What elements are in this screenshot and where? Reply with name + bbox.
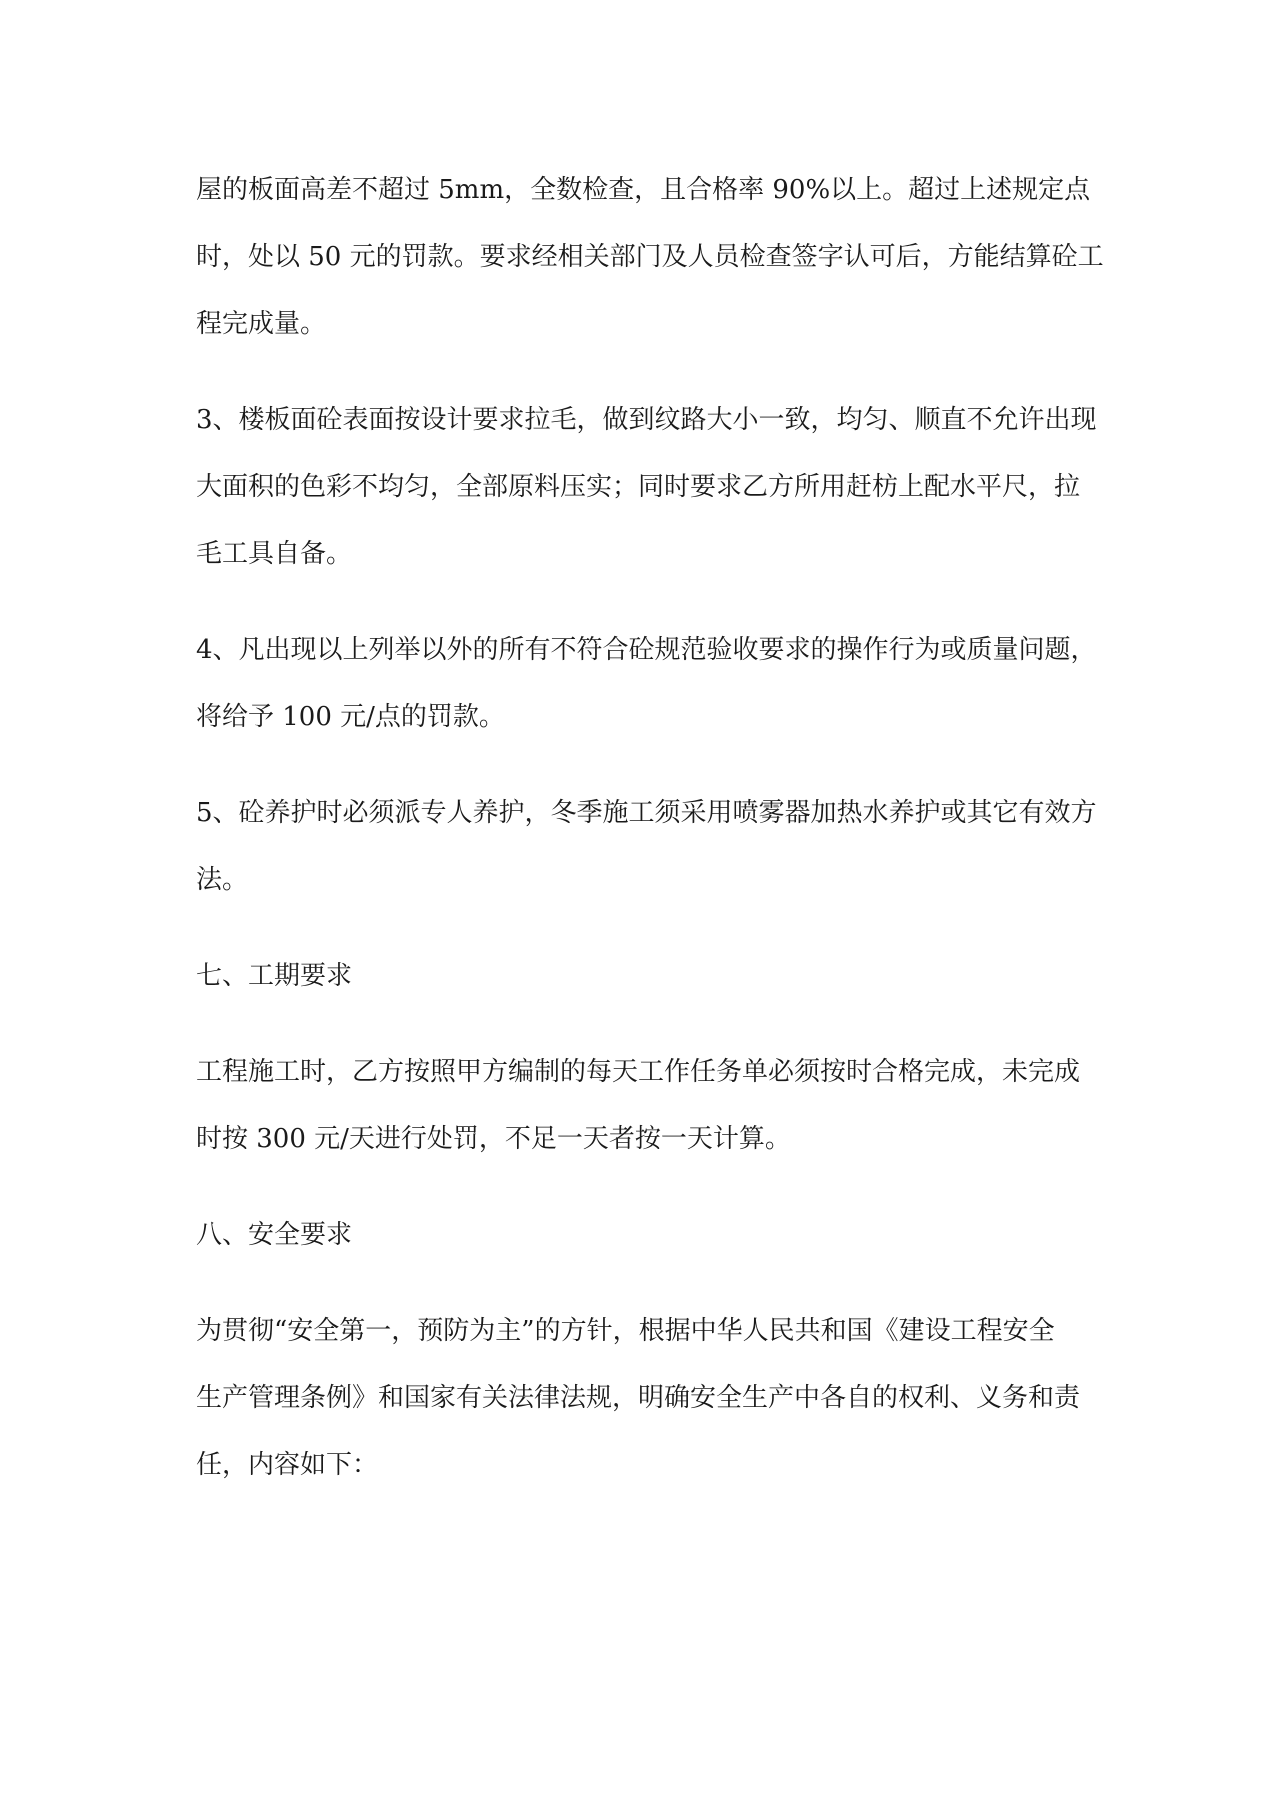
text-line: 毛工具自备。 <box>196 539 353 569</box>
section-heading: 七、工期要求 <box>196 961 353 991</box>
section-heading: 八、安全要求 <box>196 1220 353 1250</box>
text-line: 程完成量。 <box>196 309 327 339</box>
text-line: 为贯彻“安全第一，预防为主”的方针，根据中华人民共和国《建设工程安全 <box>196 1316 1055 1346</box>
text-line: 4、凡出现以上列举以外的所有不符合砼规范验收要求的操作行为或质量问题， <box>196 635 1097 665</box>
text-line: 大面积的色彩不均匀，全部原料压实；同时要求乙方所用赶枋上配水平尺，拉 <box>196 472 1081 502</box>
text-line: 生产管理条例》和国家有关法律法规，明确安全生产中各自的权利、义务和责 <box>196 1383 1081 1413</box>
text-line: 任，内容如下： <box>196 1450 379 1480</box>
text-line: 工程施工时，乙方按照甲方编制的每天工作任务单必须按时合格完成，未完成 <box>196 1057 1081 1087</box>
text-line: 时按 300 元/天进行处罚，不足一天者按一天计算。 <box>196 1124 791 1154</box>
text-line: 时，处以 50 元的罚款。要求经相关部门及人员检查签字认可后，方能结算砼工 <box>196 242 1104 272</box>
text-line: 法。 <box>196 865 249 895</box>
text-line: 3、楼板面砼表面按设计要求拉毛，做到纹路大小一致，均匀、顺直不允许出现 <box>196 405 1097 435</box>
text-line: 将给予 100 元/点的罚款。 <box>196 702 505 732</box>
text-line: 5、砼养护时必须派专人养护，冬季施工须采用喷雾器加热水养护或其它有效方 <box>196 798 1097 828</box>
text-line: 屋的板面高差不超过 5mm，全数检查，且合格率 90%以上。超过上述规定点 <box>196 175 1091 205</box>
